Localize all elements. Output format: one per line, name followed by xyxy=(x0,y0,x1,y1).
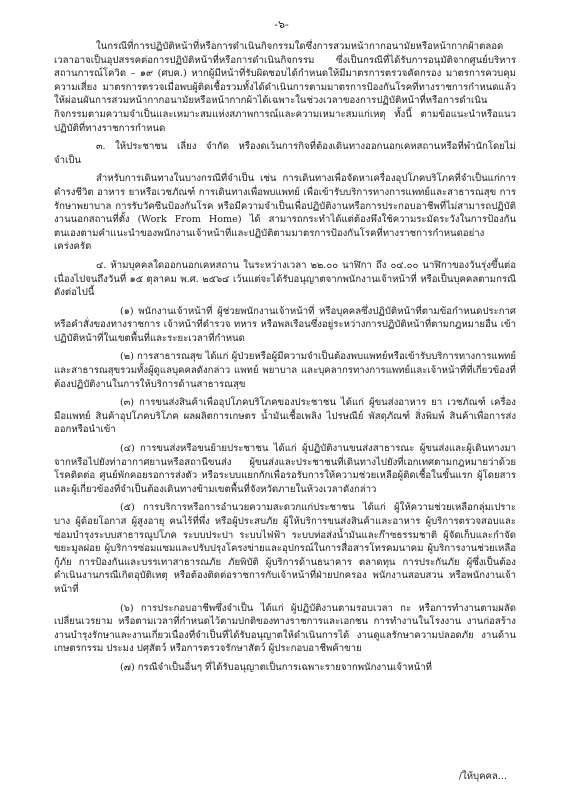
paragraph-mask-exemption: ในกรณีที่การปฏิบัติหน้าที่หรือการดำเนินกิจกรรมใดซึ่งการสวมหน้ากากอนามัยหรือหน้ากากผ้าตลอดเวลาอาจเป็นอุปสรรคต่อการปฏิบัติหน้าที่หรือการดำเนินกิจกรรม ซึ่งเป็นกรณีที่ได้รับการอนุมัติจากศูนย์บริหารสถานการณ์โควิด – ๑๙ (ศบค.) หากผู้มีหน้าที่รับผิดชอบได้กำหนดให้มีมาตรการตรวจคัดกรอง มาตรการควบคุมความเสี่ยง มาตรการตรวจเมื่อพบผู้ติดเชื้อรวมทั้งได้ดำเนินการตามมาตรการป้องกันโรคที่ทางราชการกำหนดแล้ว ให้ผ่อนผันการสวมหน้ากากอนามัยหรือหน้ากากผ้าได้เฉพาะในช่วงเวลาของการปฏิบัติหน้าที่หรือการดำเนินกิจกรรมตามความจำเป็นและเหมาะสมแห่งสภาพการณ์และความเหมาะสมแก่เหตุ ทั้งนี้ ตามข้อแนะนำหรือแนวปฏิบัติที่ทางราชการกำหนด xyxy=(54,41,516,134)
paragraph-necessary-travel: สำหรับการเดินทางในบางกรณีที่จำเป็น เช่น การเดินทางเพื่อจัดหาเครื่องอุปโภคบริโภคที่จำเป็นแก่การดำรงชีวิต อาหาร ยาหรือเวชภัณฑ์ การเดินทางเพื่อพบแพทย์ เพื่อเข้ารับบริการทางการแพทย์และสาธารณสุข การรักษาพยาบาล การรับวัคซีนป้องกันโรค หรือมีความจำเป็นเพื่อปฏิบัติงานหรือการประกอบอาชีพที่ไม่สามารถปฏิบัติงานนอกสถานที่ตั้ง (Work From Home) ได้ สามารถกระทำได้แต่ต้องพึงใช้ความระมัดระวังในการป้องกันตนเองตามคำแนะนำของพนักงานเจ้าหน้าที่และปฏิบัติตามมาตรการป้องกันโรคที่ทางราชการกำหนดอย่างเคร่งครัด xyxy=(54,173,516,253)
list-item-goods-transport: (๓) การขนส่งสินค้าเพื่ออุปโภคบริโภคของประชาชน ได้แก่ ผู้ขนส่งอาหาร ยา เวชภัณฑ์ เครื่องมือแพทย์ สินค้าอุปโภคบริโภค ผลผลิตการเกษตร น้ำมันเชื้อเพลิง ไปรษณีย์ พัสดุภัณฑ์ สิ่งพิมพ์ สินค้าเพื่อการส่งออกหรือนำเข้า xyxy=(54,397,516,436)
continuation-marker: /ให้บุคคล... xyxy=(458,771,507,782)
paragraph-clause-4-curfew: ๔. ห้ามบุคคลใดออกนอกเคหสถาน ในระหว่างเวลา ๒๒.๐๐ นาฬิกา ถึง ๐๔.๐๐ นาฬิกาของวันรุ่งขึ้นต่อเนื่องไปจนถึงวันที่ ๑๕ ตุลาคม พ.ศ. ๒๕๖๔ เว้นแต่จะได้รับอนุญาตจากพนักงานเจ้าหน้าที่ หรือเป็นบุคคลตามกรณีดังต่อไปนี้ xyxy=(54,259,516,299)
list-item-essential-occupations: (๖) การประกอบอาชีพซึ่งจำเป็น ได้แก่ ผู้ปฏิบัติงานตามรอบเวลา กะ หรือการทำงานตามผลัดเปลี่ยนเวรยาม หรือตามเวลาที่กำหนดไว้ตามปกติของทางราชการและเอกชน การทำงานในโรงงาน งานก่อสร้าง งานบำรุงรักษาและงานเกี่ยวเนื่องที่จำเป็นที่ได้รับอนุญาตให้ดำเนินการได้ งานดูแลรักษาความปลอดภัย งานด้านเกษตรกรรม ประมง ปศุสัตว์ หรือการตรวจรักษาสัตว์ ผู้ประกอบอาชีพค้าขาย xyxy=(54,602,516,655)
list-item-other-permitted: (๗) กรณีจำเป็นอื่นๆ ที่ได้รับอนุญาตเป็นการเฉพาะรายจากพนักงานเจ้าหน้าที่ xyxy=(120,661,432,673)
page-number: -๖- xyxy=(274,18,289,31)
document-body xyxy=(54,40,516,675)
list-item-officials: (๑) พนักงานเจ้าหน้าที่ ผู้ช่วยพนักงานเจ้าหน้าที่ หรือบุคคลซึ่งปฏิบัติหน้าที่ตามข้อกำหนดประกาศ หรือคำสั่งของทางราชการ เจ้าหน้าที่ตำรวจ ทหาร หรือพลเรือนซึ่งอยู่ระหว่างการปฏิบัติหน้าที่ตามกฎหมายอื่น เข้าปฏิบัติหน้าที่ในเขตพื้นที่และระยะเวลาที่กำหนด xyxy=(54,305,516,344)
paragraph-clause-3: ๓. ให้ประชาชน เลี่ยง จำกัด หรืองดเว้นการกิจที่ต้องเดินทางออกนอกเคหสถานหรือที่พำนักโดยไม่จำเป็น xyxy=(54,141,516,166)
list-item-public-services: (๕) การบริการหรือการอำนวยความสะดวกแก่ประชาชน ได้แก่ ผู้ให้ความช่วยเหลือกลุ่มเปราะบาง ผู้ด้อยโอกาส ผู้สูงอายุ คนไร้ที่พึ่ง หรือผู้ประสบภัย ผู้ให้บริการขนส่งสินค้าและอาหาร ผู้บริการตรวจสอบและซ่อมบำรุงระบบสาธารณูปโภค ระบบประปา ระบบไฟฟ้า ระบบท่อส่งน้ำมันและก๊าซธรรมชาติ ผู้จัดเก็บและกำจัดขยะมูลฝอย ผู้บริการซ่อมแซมและปรับปรุงโครงข่ายและอุปกรณ์ในการสื่อสารโทรคมนาคม ผู้บริการงานช่วยเหลือกู้ภัย การป้องกันและบรรเทาสาธารณภัย ภัยพิบัติ ผู้บริการด้านธนาคาร ตลาดทุน การประกันภัย ผู้ซึ่งเป็นต้องดำเนินงานกรณีเกิดอุบัติเหตุ หรือต้องติดต่อราชการกับเจ้าหน้าที่ฝ่ายปกครอง พนักงานสอบสวน หรือพนักงานเจ้าหน้าที่ xyxy=(54,502,516,595)
list-item-passenger-transport: (๔) การขนส่งหรือขนย้ายประชาชน ได้แก่ ผู้ปฏิบัติงานขนส่งสาธารณะ ผู้ขนส่งและผู้เดินทางมาจากหรือไปยังท่าอากาศยานหรือสถานีขนส่ง ผู้ขนส่งและประชาชนที่เดินทางไปยังที่เอกเทศตามกฎหมายว่าด้วยโรคติดต่อ ศูนย์พักคอยรอการส่งตัว หรือระบบแยกกักเพื่อรอรับการให้ความช่วยเหลือผู้ติดเชื้อในขั้นแรก ผู้โดยสารและผู้เกี่ยวข้องที่จำเป็นต้องเดินทางข้ามเขตพื้นที่จังหวัดภายในห้วงเวลาดังกล่าว xyxy=(54,443,516,495)
list-item-public-health: (๒) การสาธารณสุข ได้แก่ ผู้ป่วยหรือผู้มีความจำเป็นต้องพบแพทย์หรือเข้ารับบริการทางการแพทย์และสาธารณสุขรวมทั้งผู้ดูแลบุคคลดังกล่าว แพทย์ พยาบาล และบุคลากรทางการแพทย์และเจ้าหน้าที่ที่เกี่ยวข้องที่ต้องปฏิบัติงานในการให้บริการด้านสาธารณสุข xyxy=(54,351,516,390)
